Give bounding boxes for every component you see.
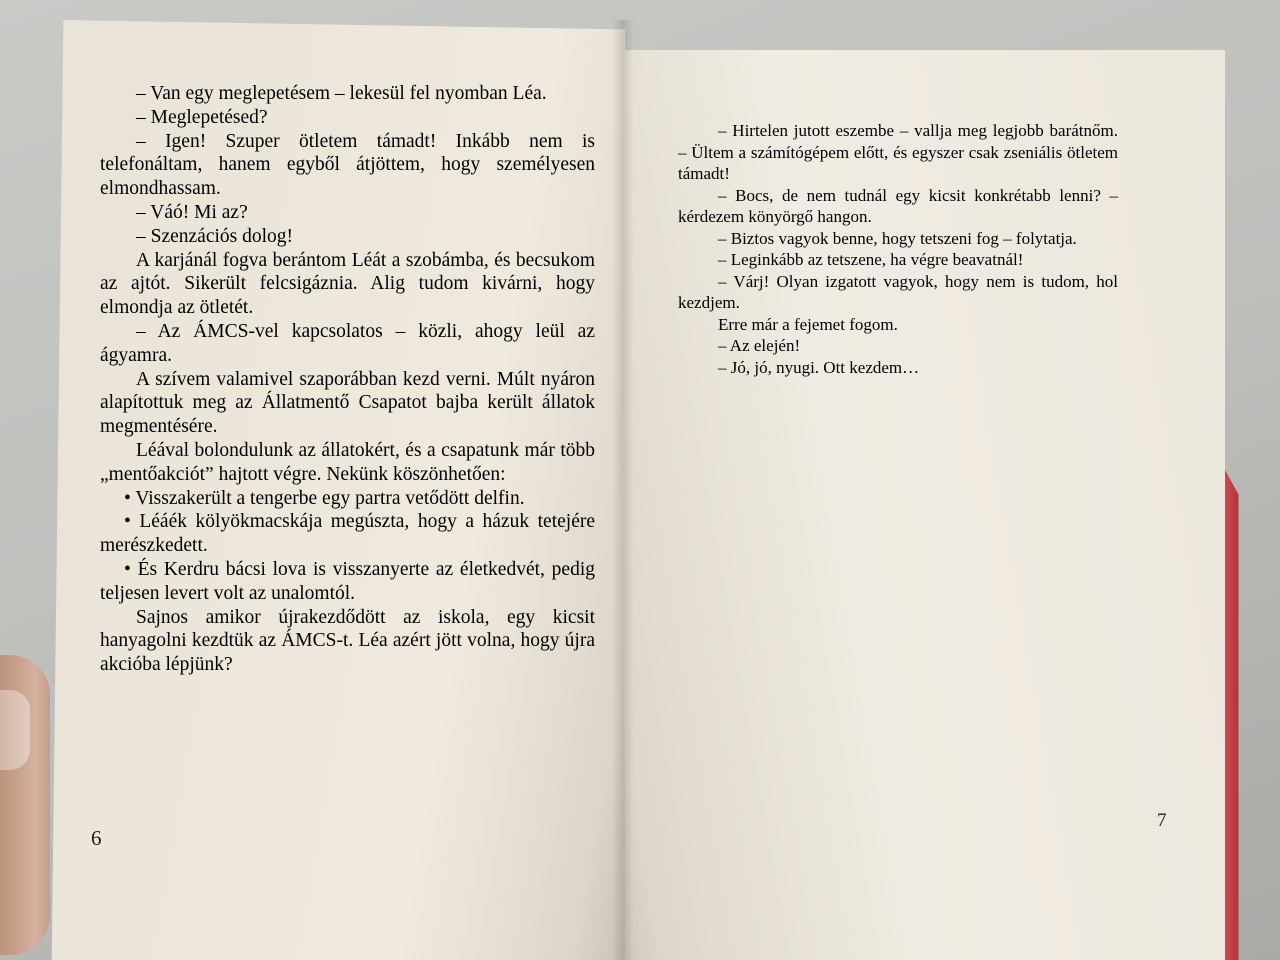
paragraph: – Az ÁMCS-vel kapcsolatos – közli, ahogy leül az ágyamra. — [100, 320, 595, 366]
paragraph: – Jó, jó, nyugi. Ott kezdem… — [718, 357, 920, 377]
paragraph: – Biztos vagyok benne, hogy tetszeni fog – folytatja. — [718, 228, 1077, 248]
paragraph: Erre már a fejemet fogom. — [718, 314, 898, 334]
left-page-text — [100, 82, 595, 677]
paragraph: – Igen! Szuper ötletem támadt! Inkább nem is telefonáltam, hanem egyből átjöttem, hogy személyesen elmondhassam. — [100, 130, 595, 200]
paragraph: – Szenzációs dolog! — [136, 225, 294, 247]
paragraph: A karjánál fogva berántom Léát a szobámba, és becsukom az ajtót. Sikerült felcsigáznia. Alig tudom kivárni, hogy elmondja az ötletét. — [100, 249, 595, 319]
paragraph: Sajnos amikor újrakezdődött az iskola, egy kicsit hanyagolni kezdtük az ÁMCS-t. Léa azért jött volna, hogy újra akcióba lépjünk? — [100, 606, 595, 676]
paragraph: – Az elején! — [718, 336, 801, 355]
bullet-item: • És Kerdru bácsi lova is visszanyerte az életkedvét, pedig teljesen levert volt az unalomtól. — [100, 558, 595, 604]
paragraph: – Bocs, de nem tudnál egy kicsit konkrétabb lenni? – kérdezem könyörgő hangon. — [678, 185, 1118, 226]
paragraph: – Van egy meglepetésem – lekesül fel nyomban Léa. — [136, 83, 547, 104]
paragraph: A szívem valamivel szaporábban kezd verni. Múlt nyáron alapítottuk meg az Állatmentő Csapatot bajba került állatok megmentésére. — [100, 368, 595, 438]
bullet-item: • Léáék kölyökmacskája megúszta, hogy a házuk tetejére merészkedett. — [100, 511, 595, 557]
page-number-left: 6 — [91, 826, 102, 850]
book-cover-edge — [1225, 470, 1270, 960]
thumbnail — [0, 690, 30, 770]
paragraph: – Hirtelen jutott eszembe – vallja meg legjobb barátnőm. – Ültem a számítógépem előtt, és egyszer csak zseniális ötletem támadt! — [678, 121, 1118, 183]
bullet-item: • Visszakerült a tengerbe egy partra vetődött delfin. — [124, 487, 525, 509]
paragraph: – Meglepetésed? — [136, 106, 268, 128]
right-page-text — [678, 120, 1118, 378]
paragraph: – Váó! Mi az? — [136, 201, 248, 223]
book-gutter — [612, 20, 634, 960]
paragraph: – Leginkább az tetszene, ha végre beavatnál! — [718, 250, 1024, 269]
page-number-right: 7 — [1157, 810, 1167, 831]
paragraph: Léával bolondulunk az állatokért, és a csapatunk már több „mentőakciót” hajtott végre. Nekünk köszönhetően: — [100, 439, 595, 485]
paragraph: – Várj! Olyan izgatott vagyok, hogy nem is tudom, hol kezdjem. — [678, 271, 1118, 312]
